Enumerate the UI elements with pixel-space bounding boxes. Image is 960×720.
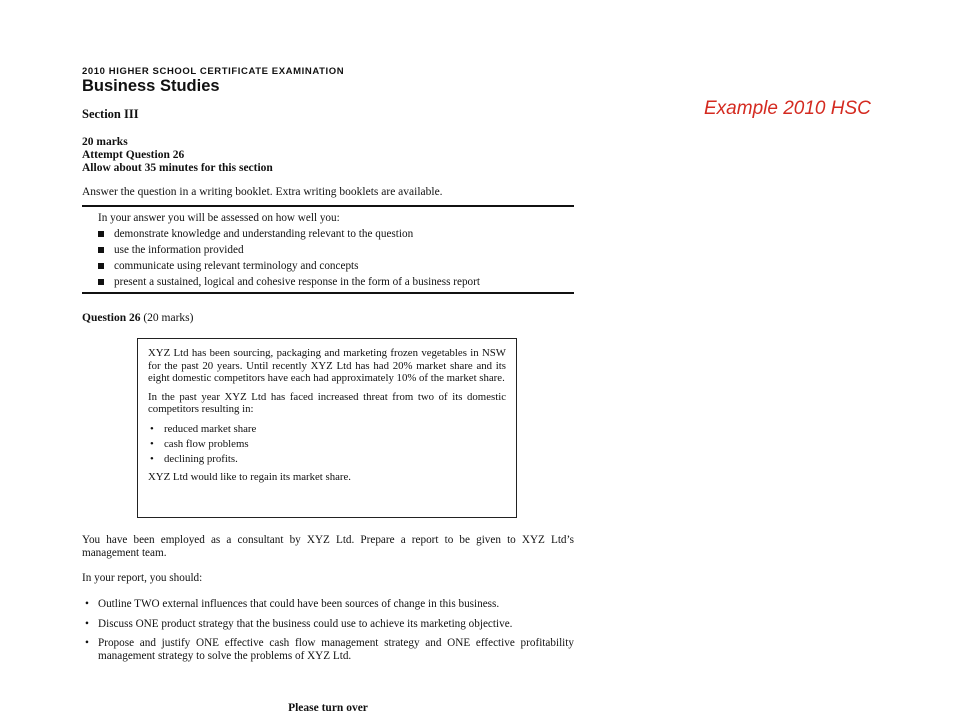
square-bullet-icon: [98, 247, 104, 253]
criteria-intro: In your answer you will be assessed on how well you:: [98, 212, 340, 224]
bullet-dot-icon: •: [150, 422, 154, 435]
criteria-item: use the information provided: [98, 242, 480, 258]
page-footer: Please turn over: [288, 702, 368, 714]
section-meta: [82, 136, 273, 175]
task-statement: You have been employed as a consultant by XYZ Ltd. Prepare a report to be given to XYZ Ltd’s management team.: [82, 534, 574, 559]
bullet-dot-icon: •: [150, 437, 154, 450]
case-bullet: • reduced market share: [150, 422, 257, 435]
meta-marks: 20 marks: [82, 136, 128, 148]
case-bullet: • declining profits.: [150, 452, 238, 465]
question-heading: [82, 312, 193, 324]
exam-page: [82, 62, 574, 718]
question-marks: (20 marks): [143, 312, 194, 324]
case-paragraph-2: In the past year XYZ Ltd has faced increased threat from two of its domestic competitors resulting in:: [148, 390, 506, 415]
meta-attempt: Attempt Question 26: [82, 149, 185, 161]
section-title: Section III: [82, 107, 139, 121]
assessment-criteria: [98, 210, 480, 290]
bullet-dot-icon: •: [85, 637, 89, 649]
case-bullet: • cash flow problems: [150, 437, 249, 450]
report-point: • Outline TWO external influences that could have been sources of change in this business.: [85, 598, 500, 610]
divider-top: [82, 205, 574, 207]
square-bullet-icon: [98, 263, 104, 269]
bullet-dot-icon: •: [150, 452, 154, 465]
exam-instruction: Answer the question in a writing booklet. Extra writing booklets are available.: [82, 186, 443, 198]
divider-bottom: [82, 292, 574, 294]
case-bullets: [148, 422, 506, 467]
criteria-item: communicate using relevant terminology and concepts: [98, 258, 480, 274]
question-label: Question 26: [82, 312, 141, 324]
report-point: • Propose and justify ONE effective cash flow management strategy and ONE effective profitability management strategy to solve the problems of XYZ Ltd.: [85, 637, 574, 662]
square-bullet-icon: [98, 231, 104, 237]
exam-subject: Business Studies: [82, 77, 220, 95]
meta-time: Allow about 35 minutes for this section: [82, 162, 273, 174]
report-point: • Discuss ONE product strategy that the business could use to achieve its marketing objective.: [85, 617, 513, 630]
criteria-list: [98, 226, 480, 290]
case-closing: XYZ Ltd would like to regain its market share.: [148, 470, 351, 483]
exam-header: 2010 HIGHER SCHOOL CERTIFICATE EXAMINATION: [82, 66, 345, 77]
bullet-dot-icon: •: [85, 598, 89, 610]
report-requirements: [82, 598, 574, 669]
slide-caption: Example 2010 HSC: [704, 98, 871, 119]
case-study-box: [137, 338, 517, 518]
report-intro: In your report, you should:: [82, 572, 203, 584]
criteria-item: present a sustained, logical and cohesive response in the form of a business report: [98, 274, 480, 290]
case-paragraph-1: XYZ Ltd has been sourcing, packaging and marketing frozen vegetables in NSW for the past 20 years. Until recently XYZ Ltd has had 20% market share and its eight domestic competitors have each had approximately 10% of the market share.: [148, 347, 506, 384]
bullet-dot-icon: •: [85, 617, 89, 630]
criteria-item: demonstrate knowledge and understanding relevant to the question: [98, 226, 480, 242]
square-bullet-icon: [98, 279, 104, 285]
